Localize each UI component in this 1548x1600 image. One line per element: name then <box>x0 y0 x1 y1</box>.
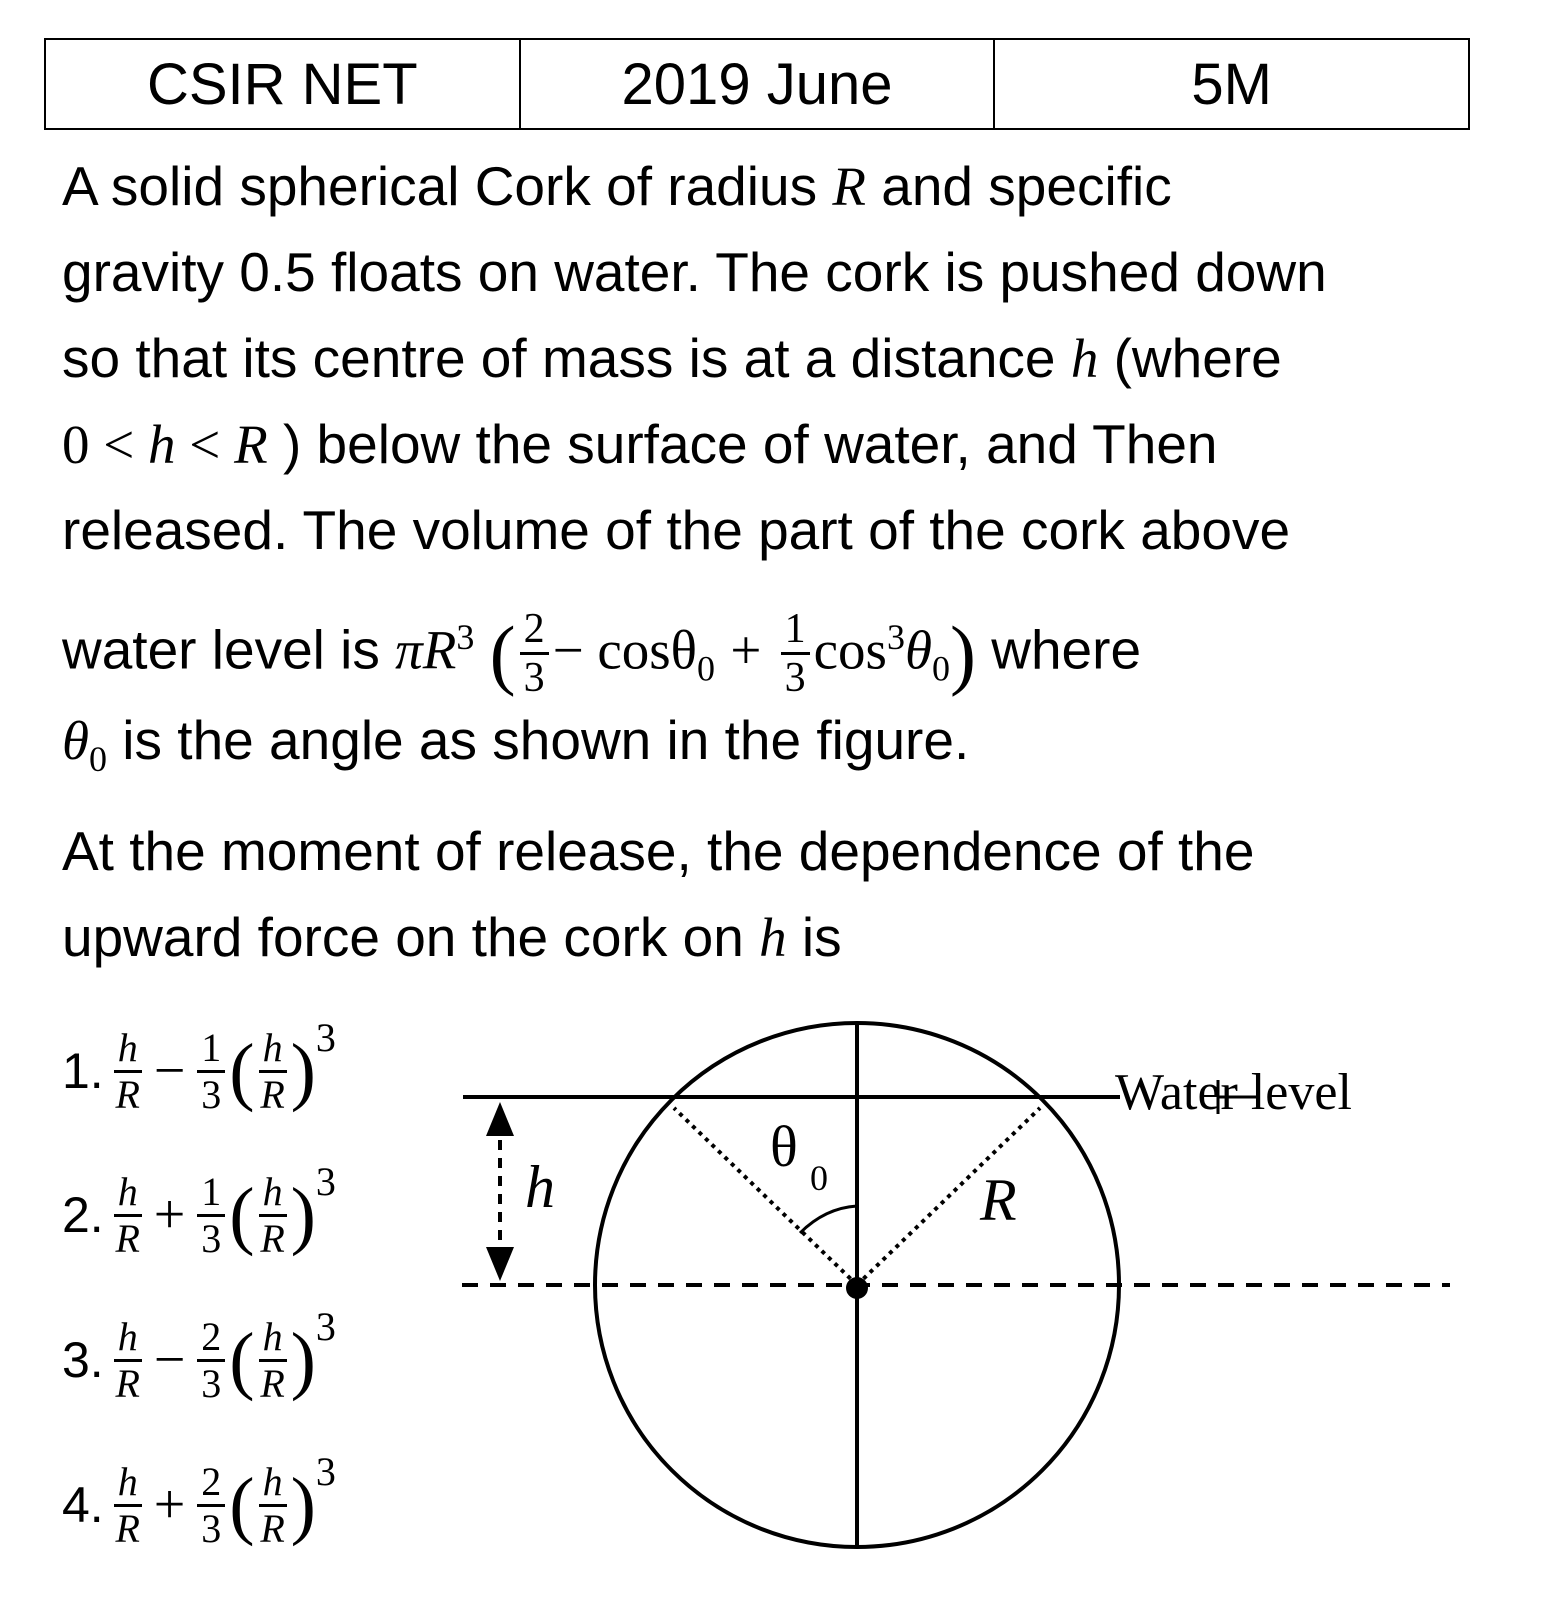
frac-num: h <box>114 1172 142 1217</box>
option-exponent: 3 <box>315 1304 336 1349</box>
math-exponent: 3 <box>456 617 475 657</box>
text: ) below the surface of water, and Then <box>267 413 1218 475</box>
text: so that its centre of mass is at a distance <box>62 327 1071 389</box>
marks: 5M <box>993 40 1468 128</box>
h-arrow-head-up <box>486 1102 514 1136</box>
text: upward force on the cork on <box>62 906 760 968</box>
frac-num: h <box>259 1028 287 1073</box>
math-subscript: 0 <box>89 739 108 779</box>
text: water level is <box>62 618 396 681</box>
frac-num: h <box>259 1317 287 1362</box>
frac-num: 2 <box>520 608 549 655</box>
question-line-2: gravity 0.5 floats on water. The cork is pushed down <box>62 241 1327 303</box>
math-subscript: 0 <box>697 648 716 689</box>
frac-num: h <box>114 1462 142 1507</box>
paren-right: ) <box>290 1028 316 1113</box>
option-operator: − <box>153 1040 186 1102</box>
option-label: 2. <box>62 1187 104 1243</box>
frac-num: 2 <box>197 1317 225 1362</box>
option-operator: − <box>153 1329 186 1391</box>
h-label: h <box>525 1154 555 1220</box>
math-var: R <box>832 156 866 217</box>
math-text: 0 < <box>62 414 149 475</box>
frac-den: 3 <box>201 1505 222 1551</box>
text: where <box>975 618 1142 681</box>
math-paren-left: ( <box>489 609 516 697</box>
frac-den: R <box>115 1505 140 1551</box>
frac-num: 2 <box>197 1462 225 1507</box>
frac-den: 3 <box>523 655 545 702</box>
option-exponent: 3 <box>315 1159 336 1204</box>
text: (where <box>1098 327 1282 389</box>
paren-left: ( <box>229 1317 255 1402</box>
option-label: 4. <box>62 1477 104 1533</box>
option-exponent: 3 <box>315 1015 336 1060</box>
math-var: θ <box>904 619 932 681</box>
text: is <box>786 906 842 968</box>
frac-den: R <box>260 1215 285 1261</box>
math-pi-r: πR <box>395 619 457 681</box>
text: and specific <box>865 155 1172 217</box>
text: A solid spherical Cork of radius <box>62 155 833 217</box>
option-exponent: 3 <box>315 1449 336 1494</box>
exam-session: 2019 June <box>519 40 994 128</box>
math-var: R <box>234 414 268 475</box>
option-label: 1. <box>62 1043 104 1099</box>
theta-label: θ <box>770 1114 798 1179</box>
frac-num: 1 <box>781 608 810 655</box>
frac-num: h <box>114 1028 142 1073</box>
exam-name: CSIR NET <box>146 51 418 117</box>
option-label: 3. <box>62 1332 104 1388</box>
math-exponent: 3 <box>886 617 905 657</box>
option-operator: + <box>153 1474 186 1536</box>
frac-num: h <box>259 1172 287 1217</box>
paren-right: ) <box>290 1462 316 1547</box>
question-line-8: At the moment of release, the dependence of the <box>62 820 1255 882</box>
frac-den: 3 <box>201 1071 222 1117</box>
paren-right: ) <box>290 1317 316 1402</box>
text: is the angle as shown in the figure. <box>107 709 970 771</box>
radius-label: R <box>980 1167 1017 1233</box>
frac-den: 3 <box>201 1360 222 1406</box>
frac-num: 1 <box>197 1172 225 1217</box>
frac-den: R <box>260 1505 285 1551</box>
frac-den: R <box>115 1360 140 1406</box>
math-text: < <box>175 414 235 475</box>
paren-left: ( <box>229 1028 255 1113</box>
frac-den: R <box>260 1071 285 1117</box>
math-subscript: 0 <box>931 648 950 689</box>
frac-den: R <box>115 1215 140 1261</box>
water-level-label: Water level <box>1115 1064 1352 1121</box>
math-text: + <box>730 619 762 681</box>
paren-left: ( <box>229 1462 255 1547</box>
h-arrow-head-down <box>486 1247 514 1281</box>
math-var: h <box>148 414 176 475</box>
frac-num: h <box>114 1317 142 1362</box>
frac-den: R <box>260 1360 285 1406</box>
frac-den: R <box>115 1071 140 1117</box>
frac-num: h <box>259 1462 287 1507</box>
paren-left: ( <box>229 1172 255 1257</box>
math-var: θ <box>62 710 90 771</box>
option-operator: + <box>153 1184 186 1246</box>
math-text: cos <box>813 619 887 681</box>
math-paren-right: ) <box>949 609 976 697</box>
math-var: h <box>759 907 787 968</box>
frac-num: 1 <box>197 1028 225 1073</box>
question-line-5: released. The volume of the part of the cork above <box>62 499 1291 561</box>
math-var: h <box>1070 328 1099 389</box>
paren-right: ) <box>290 1172 316 1257</box>
angle-arc <box>800 1206 857 1233</box>
frac-den: 3 <box>201 1215 222 1261</box>
radius-left-dotted <box>674 1108 857 1285</box>
frac-den: 3 <box>784 655 806 702</box>
math-text: − cosθ <box>552 619 698 681</box>
centre-of-mass-dot <box>846 1277 868 1299</box>
theta-subscript: 0 <box>810 1158 828 1198</box>
